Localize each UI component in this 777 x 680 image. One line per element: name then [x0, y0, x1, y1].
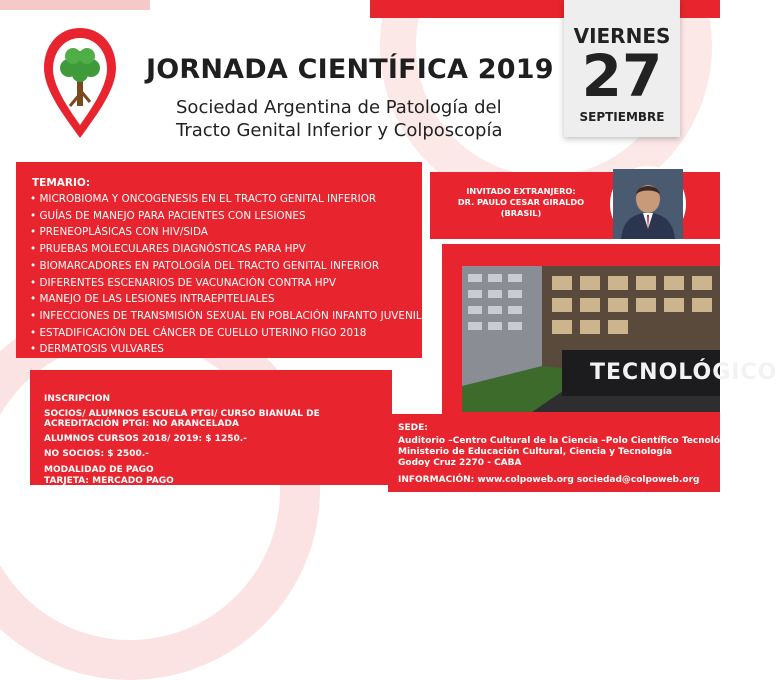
building-sign-text: TECNOLÓGICO [590, 360, 777, 385]
temario-heading: TEMARIO: [32, 177, 91, 189]
payment-method-heading: MODALIDAD DE PAGO [44, 465, 154, 475]
list-item: • DIFERENTES ESCENARIOS DE VACUNACIÓN CONTRA HPV [30, 275, 422, 292]
list-item: • MANEJO DE LAS LESIONES INTRAEPITELIALES [30, 291, 422, 308]
top-red-strip-left [0, 0, 150, 10]
temario-list [30, 191, 422, 358]
inscription-price-students: ALUMNOS CURSOS 2018/ 2019: $ 1250.- [44, 434, 247, 444]
venue-line: Auditorio –Centro Cultural de la Ciencia –Polo Científico Tecnológico. [398, 436, 745, 446]
payment-method-value: TARJETA: MERCADO PAGO [44, 476, 174, 486]
inscription-line: SOCIOS/ ALUMNOS ESCUELA PTGI/ CURSO BIANUAL DE [44, 409, 320, 419]
date-month: SEPTIEMBRE [579, 110, 665, 124]
inscription-heading: INSCRIPCION [44, 394, 110, 404]
list-item: • GUÍAS DE MANEJO PARA PACIENTES CON LESIONES [30, 208, 422, 225]
list-item: • PRENEOPLÁSICAS CON HIV/SIDA [30, 224, 422, 241]
venue-line: Ministerio de Educación Cultural, Ciencia y Tecnología [398, 447, 672, 457]
portrait-illustration [613, 169, 683, 239]
venue-address: Godoy Cruz 2270 - CABA [398, 458, 522, 468]
date-day-number: 27 [581, 42, 663, 110]
inscription-line: ACREDITACIÓN PTGI: NO ARANCELADA [44, 419, 239, 429]
society-logo-tree-icon [40, 24, 120, 142]
venue-building-photo [462, 266, 777, 412]
society-name-line2: Tracto Genital Inferior y Colposcopía [176, 120, 503, 141]
event-title: JORNADA CIENTÍFICA 2019 [146, 54, 554, 85]
list-item: • BIOMARCADORES EN PATOLOGÍA DEL TRACTO GENITAL INFERIOR [30, 258, 422, 275]
date-weekday: VIERNES [573, 24, 671, 48]
list-item: • ESTADIFICACIÓN DEL CÁNCER DE CUELLO UTERINO FIGO 2018 [30, 325, 422, 342]
guest-heading: INVITADO EXTRANJERO: [466, 186, 576, 196]
guest-name: DR. PAULO CESAR GIRALDO [457, 197, 585, 207]
list-item: • MICROBIOMA Y ONCOGENESIS EN EL TRACTO GENITAL INFERIOR [30, 191, 422, 208]
list-item: • INFECCIONES DE TRANSMISIÓN SEXUAL EN POBLACIÓN INFANTO JUVENIL [30, 308, 422, 325]
society-name-line1: Sociedad Argentina de Patología del [176, 97, 502, 118]
building-illustration [462, 266, 720, 412]
guest-portrait [610, 166, 686, 242]
inscription-price-non-members: NO SOCIOS: $ 2500.- [44, 449, 149, 459]
list-item: • PRUEBAS MOLECULARES DIAGNÓSTICAS PARA HPV [30, 241, 422, 258]
list-item: • DERMATOSIS VULVARES [30, 341, 422, 358]
event-date-box [564, 0, 680, 137]
guest-info [436, 186, 606, 219]
guest-country: (BRASIL) [500, 208, 542, 218]
contact-info: INFORMACIÓN: www.colpoweb.org sociedad@colpoweb.org [398, 475, 700, 485]
venue-heading: SEDE: [398, 423, 428, 433]
